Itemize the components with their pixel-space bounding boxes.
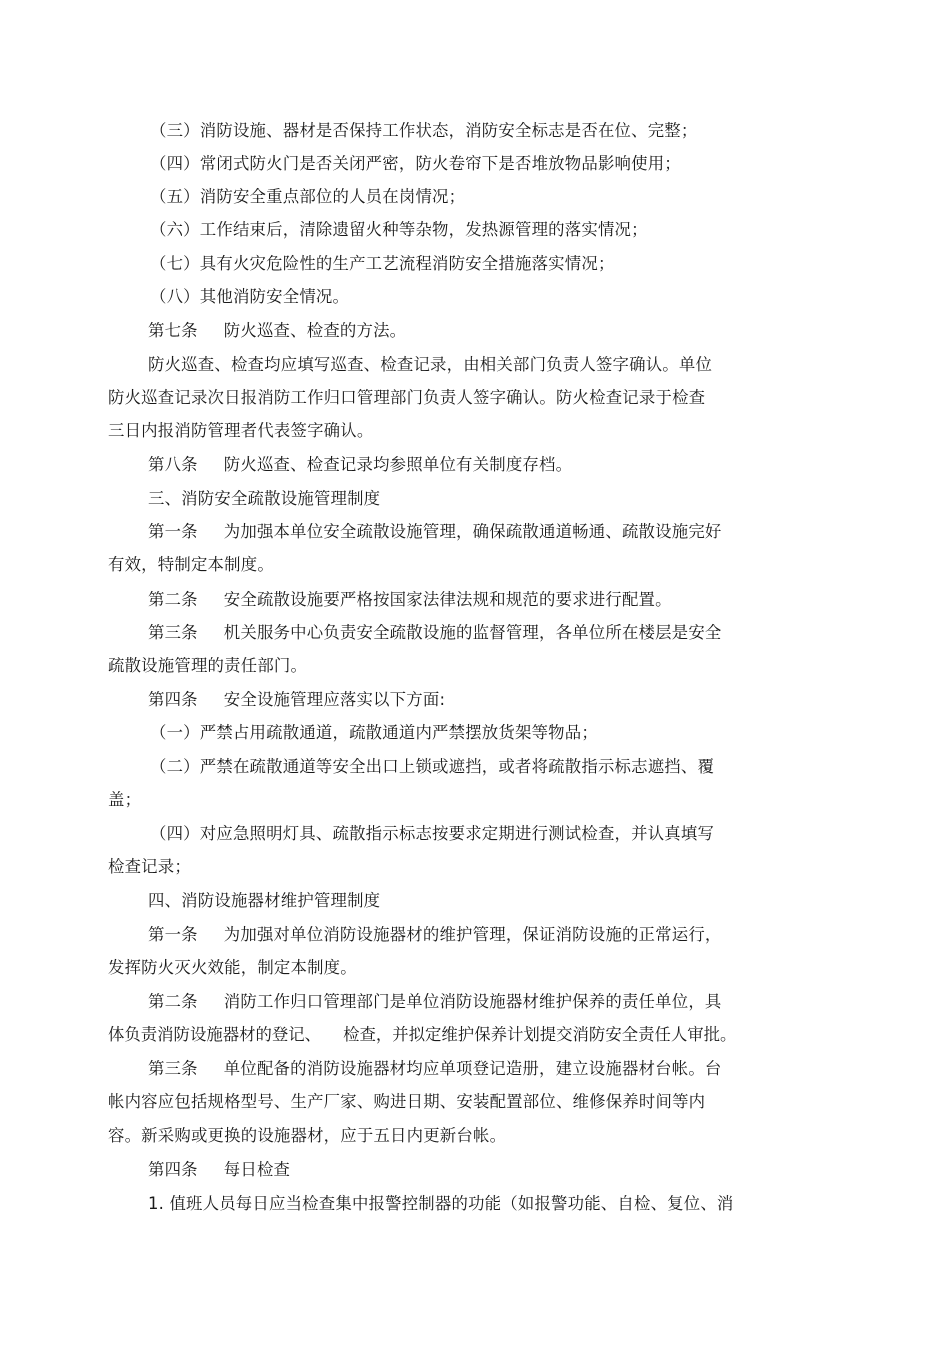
article-number: 第三条: [148, 623, 198, 642]
article-number: 第二条: [148, 590, 198, 609]
item-line: （二）严禁在疏散通道等安全出口上锁或遮挡，或者将疏散指示标志遮挡、覆: [150, 757, 715, 776]
paragraph-line: 检查记录；: [108, 857, 191, 876]
article-line: [148, 1058, 722, 1080]
item-line: （七）具有火灾危险性的生产工艺流程消防安全措施落实情况；: [150, 254, 615, 273]
item-line: （五）消防安全重点部位的人员在岗情况；: [150, 187, 466, 206]
article-line: [148, 622, 722, 644]
article-line: [148, 589, 672, 611]
paragraph-line: 防火巡查、检查均应填写巡查、检查记录，由相关部门负责人签字确认。单位: [148, 355, 713, 374]
article-number: 第四条: [148, 1160, 198, 1179]
paragraph-line: 有效，特制定本制度。: [108, 555, 274, 574]
article-number: 第四条: [148, 690, 198, 709]
paragraph-line: 体负责消防设施器材的登记、 检查，并拟定维护保养计划提交消防安全责任人审批。: [108, 1025, 737, 1044]
article-text: 机关服务中心负责安全疏散设施的监督管理，各单位所在楼层是安全: [223, 623, 722, 642]
article-line: [148, 320, 406, 342]
item-line: （四）对应急照明灯具、疏散指示标志按要求定期进行测试检查，并认真填写: [150, 824, 715, 843]
item-line: （四）常闭式防火门是否关闭严密，防火卷帘下是否堆放物品影响使用；: [150, 154, 681, 173]
item-line: （六）工作结束后，清除遗留火种等杂物，发热源管理的落实情况；: [150, 220, 648, 239]
article-text: 单位配备的消防设施器材均应单项登记造册，建立设施器材台帐。台: [223, 1059, 722, 1078]
paragraph-line: 三日内报消防管理者代表签字确认。: [108, 421, 374, 440]
article-text: 安全设施管理应落实以下方面:: [223, 690, 446, 709]
article-number: 第七条: [148, 321, 198, 340]
paragraph-line: 1. 值班人员每日应当检查集中报警控制器的功能（如报警功能、自检、复位、消: [148, 1194, 734, 1213]
article-text: 防火巡查、检查记录均参照单位有关制度存档。: [223, 455, 573, 474]
article-number: 第二条: [148, 992, 198, 1011]
article-line: [148, 454, 572, 476]
item-line: （三）消防设施、器材是否保持工作状态，消防安全标志是否在位、完整；: [150, 121, 698, 140]
section-heading: 四、消防设施器材维护管理制度: [148, 891, 381, 910]
paragraph-line: 疏散设施管理的责任部门。: [108, 656, 308, 675]
article-number: 第一条: [148, 925, 198, 944]
article-line: [148, 924, 722, 946]
article-number: 第八条: [148, 455, 198, 474]
section-heading: 三、消防安全疏散设施管理制度: [148, 489, 381, 508]
article-text: 每日检查: [223, 1160, 291, 1179]
article-text: 消防工作归口管理部门是单位消防设施器材维护保养的责任单位，具: [223, 992, 722, 1011]
item-line: （八）其他消防安全情况。: [150, 287, 350, 306]
paragraph-line: 防火巡查记录次日报消防工作归口管理部门负责人签字确认。防火检查记录于检查: [108, 388, 706, 407]
paragraph-line: 容。新采购或更换的设施器材，应于五日内更新台帐。: [108, 1126, 507, 1145]
article-number: 第三条: [148, 1059, 198, 1078]
article-text: 为加强本单位安全疏散设施管理，确保疏散通道畅通、疏散设施完好: [223, 522, 722, 541]
paragraph-line: 发挥防火灭火效能，制定本制度。: [108, 958, 357, 977]
article-line: [148, 689, 445, 711]
article-line: [148, 521, 722, 543]
paragraph-line: 盖；: [108, 790, 142, 809]
paragraph-line: 帐内容应包括规格型号、生产厂家、购进日期、安装配置部位、维修保养时间等内: [108, 1092, 706, 1111]
article-number: 第一条: [148, 522, 198, 541]
article-line: [148, 1159, 290, 1181]
article-text: 安全疏散设施要严格按国家法律法规和规范的要求进行配置。: [223, 590, 672, 609]
article-text: 防火巡查、检查的方法。: [223, 321, 407, 340]
article-text: 为加强对单位消防设施器材的维护管理，保证消防设施的正常运行，: [223, 925, 722, 944]
item-line: （一）严禁占用疏散通道，疏散通道内严禁摆放货架等物品；: [150, 723, 598, 742]
article-line: [148, 991, 722, 1013]
